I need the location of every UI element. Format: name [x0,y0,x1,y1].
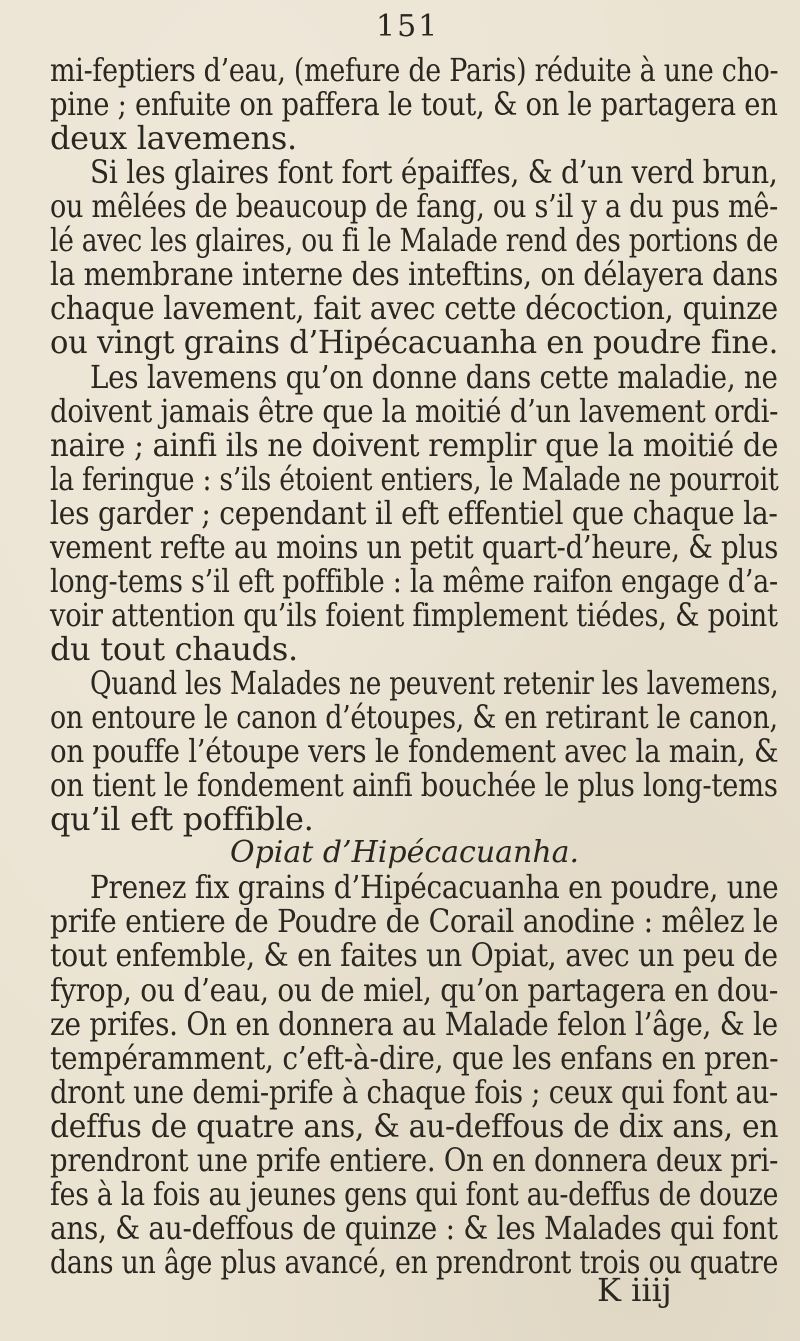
text-line: long-tems s’il eft poffible : la même raifon engage d’a- [50,562,778,600]
signature-mark: K iiij [597,1271,672,1309]
text-line: tempéramment, c’eft-à-dire, que les enfans en pren- [50,1039,779,1077]
page-number: 151 [376,9,440,44]
text-line: prife entiere de Poudre de Corail anodine : mêlez le [50,902,779,940]
text-line: la feringue : s’ils étoient entiers, le Malade ne pourroit [50,460,779,498]
text-line: Les lavemens qu’on donne dans cette maladie, ne [90,358,778,396]
text-line: on entoure le canon d’étoupes, & en retirant le canon, [50,698,778,736]
text-line: prendront une prife entiere. On en donnera deux pri- [50,1141,779,1179]
text-line: fes à la fois au jeunes gens qui font au-deffus de douze [50,1175,779,1213]
text-line: ans, & au-deffous de quinze : & les Malades qui font [50,1209,778,1247]
text-line: Quand les Malades ne peuvent retenir les lavemens, [90,664,779,702]
text-line: vement refte au moins un petit quart-d’heure, & plus [50,528,779,566]
text-line: dans un âge plus avancé, en prendront trois ou quatre [50,1243,779,1281]
text-line: qu’il eft poffible. [50,800,314,838]
section-heading: Opiat d’Hipécacuanha. [230,835,580,870]
text-line: pine ; enfuite on paffera le tout, & on le partagera en [50,85,778,123]
text-line: les garder ; cependant il eft effentiel que chaque la- [50,494,778,532]
text-line: du tout chauds. [50,630,298,668]
text-line: ou mêlées de beaucoup de fang, ou s’il y a du pus mê- [50,187,779,225]
text-line: chaque lavement, fait avec cette décoction, quinze [50,289,778,327]
text-line: voir attention qu’ils foient fimplement tiédes, & point [50,596,778,634]
text-line: Si les glaires font fort épaiffes, & d’un verd brun, [90,153,778,191]
text-line: naire ; ainfi ils ne doivent remplir que la moitié de [50,426,779,464]
text-line: dront une demi-prife à chaque fois ; ceux qui font au- [50,1073,779,1111]
text-line: on pouffe l’étoupe vers le fondement avec la main, & [50,732,779,770]
text-line: deffus de quatre ans, & au-deffous de dix ans, en [50,1107,779,1145]
text-line: la membrane interne des inteftins, on délayera dans [50,255,778,293]
text-line: Prenez fix grains d’Hipécacuanha en poudre, une [90,868,779,906]
text-line: doivent jamais être que la moitié d’un lavement ordi- [50,392,779,430]
text-line: lé avec les glaires, ou fi le Malade rend des portions de [50,221,779,259]
text-line: deux lavemens. [50,119,297,157]
text-line: mi-feptiers d’eau, (mefure de Paris) réduite à une cho- [50,51,779,89]
text-line: ze prifes. On en donnera au Malade felon l’âge, & le [50,1005,778,1043]
text-line: ou vingt grains d’Hipécacuanha en poudre fine. [50,323,779,361]
text-line: fyrop, ou d’eau, ou de miel, qu’on partagera en dou- [50,971,779,1009]
text-line: tout enfemble, & en faites un Opiat, avec un peu de [50,936,778,974]
text-line: on tient le fondement ainfi bouchée le plus long-tems [50,766,778,804]
